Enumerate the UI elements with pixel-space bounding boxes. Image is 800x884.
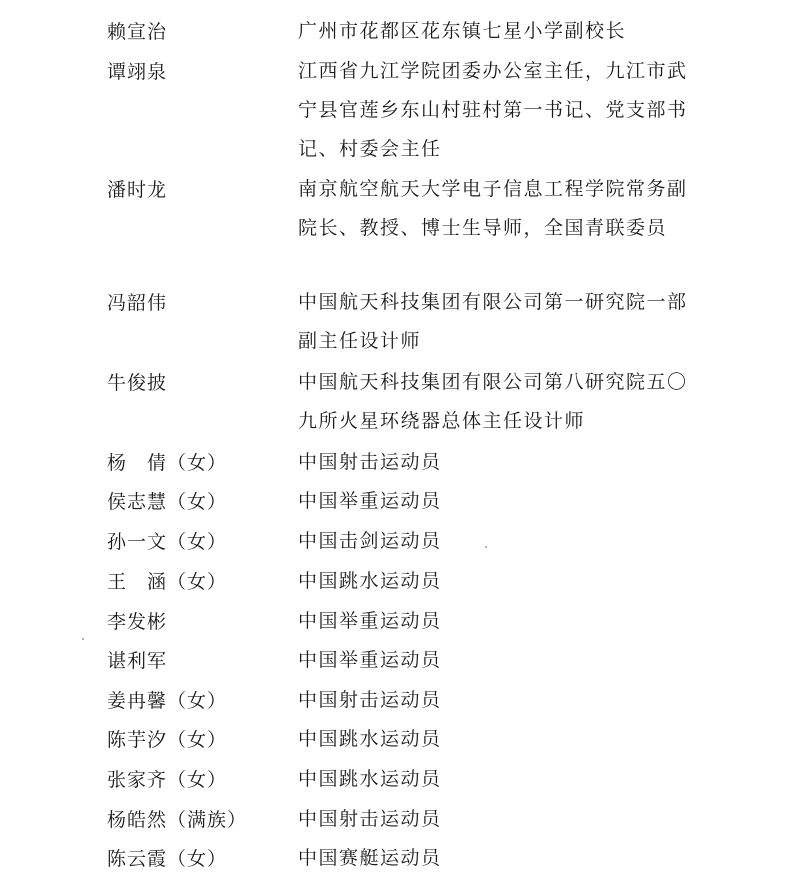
title-line: 南京航空航天大学电子信息工程学院常务副 bbox=[298, 178, 688, 200]
title-line: 中国射击运动员 bbox=[298, 808, 442, 830]
scan-speck bbox=[485, 546, 487, 548]
title-line: 九所火星环绕器总体主任设计师 bbox=[298, 410, 586, 432]
title-line: 中国举重运动员 bbox=[298, 610, 442, 632]
person-name: 张家齐（女） bbox=[107, 769, 228, 791]
title-line: 院长、教授、博士生导师，全国青联委员 bbox=[298, 217, 668, 239]
person-title bbox=[298, 641, 708, 680]
person-name: 杨 倩（女） bbox=[107, 452, 228, 474]
title-line: 副主任设计师 bbox=[298, 330, 422, 352]
person-name: 赖宣治 bbox=[107, 21, 168, 43]
person-title bbox=[298, 720, 708, 759]
title-line: 中国跳水运动员 bbox=[298, 570, 442, 592]
person-name: 姜冉馨（女） bbox=[107, 690, 228, 712]
person-name: 潘时龙 bbox=[107, 179, 168, 201]
person-title bbox=[298, 170, 708, 248]
person-title bbox=[298, 443, 708, 482]
title-line: 记、村委会主任 bbox=[298, 138, 442, 160]
title-line: 中国举重运动员 bbox=[298, 490, 442, 512]
person-title bbox=[298, 283, 708, 361]
title-line: 宁县官莲乡东山村驻村第一书记、党支部书 bbox=[298, 99, 688, 121]
person-title bbox=[298, 839, 708, 878]
person-name: 李发彬 bbox=[107, 611, 168, 633]
person-name: 谌利军 bbox=[107, 650, 168, 672]
title-line: 中国射击运动员 bbox=[298, 451, 442, 473]
person-title bbox=[298, 363, 708, 441]
person-title bbox=[298, 12, 708, 51]
person-name: 陈芋汐（女） bbox=[107, 729, 228, 751]
person-name: 孙一文（女） bbox=[107, 531, 228, 553]
person-name: 王 涵（女） bbox=[107, 571, 228, 593]
person-name: 谭翊泉 bbox=[107, 61, 168, 83]
title-line: 中国航天科技集团有限公司第一研究院一部 bbox=[298, 291, 688, 313]
person-title bbox=[298, 52, 708, 169]
title-line: 广州市花都区花东镇七星小学副校长 bbox=[298, 20, 627, 42]
person-title bbox=[298, 562, 708, 601]
title-line: 中国射击运动员 bbox=[298, 689, 442, 711]
title-line: 中国跳水运动员 bbox=[298, 728, 442, 750]
title-line: 中国跳水运动员 bbox=[298, 768, 442, 790]
person-title bbox=[298, 522, 708, 561]
person-title bbox=[298, 602, 708, 641]
title-line: 中国举重运动员 bbox=[298, 649, 442, 671]
person-name: 侯志慧（女） bbox=[107, 491, 228, 513]
person-title bbox=[298, 482, 708, 521]
title-line: 中国击剑运动员 bbox=[298, 530, 442, 552]
title-line: 江西省九江学院团委办公室主任，九江市武 bbox=[298, 60, 688, 82]
person-name: 牛俊披 bbox=[107, 372, 168, 394]
title-line: 中国赛艇运动员 bbox=[298, 847, 442, 869]
person-title bbox=[298, 800, 708, 839]
person-title bbox=[298, 681, 708, 720]
title-line: 中国航天科技集团有限公司第八研究院五〇 bbox=[298, 371, 688, 393]
scan-speck bbox=[82, 638, 84, 640]
person-title bbox=[298, 760, 708, 799]
person-name: 陈云霞（女） bbox=[107, 848, 228, 870]
person-name: 冯韶伟 bbox=[107, 292, 168, 314]
person-name: 杨皓然（满族） bbox=[107, 809, 248, 831]
